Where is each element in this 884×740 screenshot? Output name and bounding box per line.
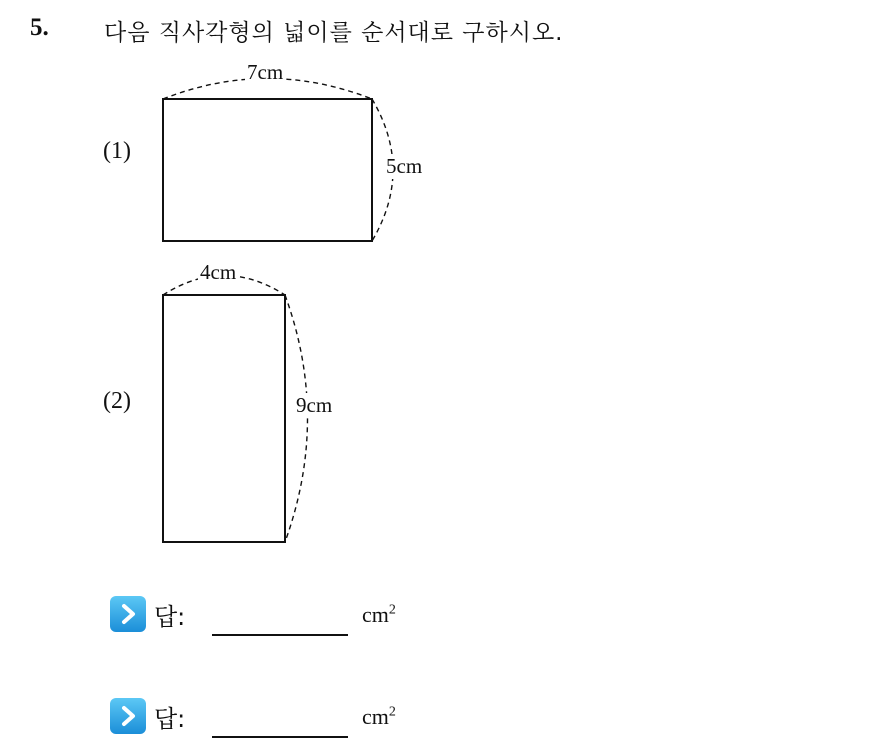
answer-unit-2: $cm^2$: [362, 704, 396, 729]
rectangle-1: [163, 99, 372, 241]
figure2-label: (2): [103, 388, 131, 414]
figure2-height-label: 9cm: [296, 393, 333, 417]
figure2-width-label: 4cm: [200, 260, 237, 284]
rectangle-2-height-arc: [285, 295, 308, 542]
answer-row-2: [110, 696, 185, 736]
question-text: 다음 직사각형의 넓이를 순서대로 구하시오.: [104, 20, 564, 46]
answer-label: 답:: [154, 704, 186, 733]
figure1-width-label: 7cm: [247, 60, 284, 84]
figure1-height-label: 5cm: [386, 154, 423, 178]
answer-blank-2[interactable]: [212, 736, 348, 738]
answer-unit-1: $cm^2$: [362, 602, 396, 627]
chevron-right-icon: [110, 698, 146, 734]
figure1-label: (1): [103, 138, 131, 164]
answer-blank-1[interactable]: [212, 634, 348, 636]
answer-label: 답:: [154, 602, 186, 631]
answer-row-1: [110, 594, 185, 634]
question-number: 5.: [30, 14, 49, 41]
chevron-right-icon: [110, 596, 146, 632]
rectangle-2: [163, 295, 285, 542]
